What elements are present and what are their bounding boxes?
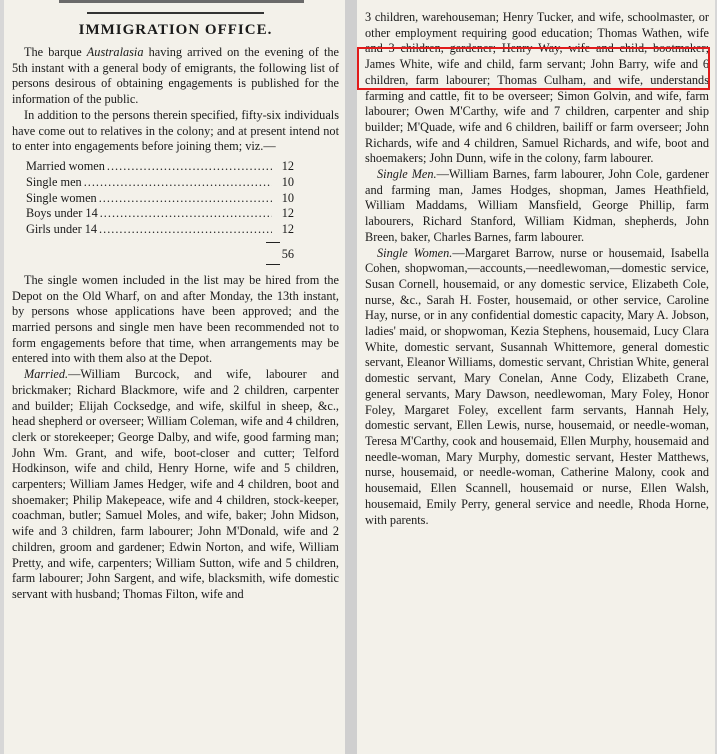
selection-highlight-box[interactable] xyxy=(357,47,710,90)
single-men-heading: Single Men. xyxy=(377,167,437,182)
count-row: Single women ..... 10 xyxy=(26,191,294,207)
right-column-clipping xyxy=(357,0,715,754)
single-women-list: Single Women.—Margaret Barrow, nurse or housemaid, Isabella Cohen, shopwoman,—accounts,—needlewoman,—domestic service, Susan Cornell, housemaid, or any domestic service, Elizabeth Cole, nurse, &c., Sarah H. Foster, housemaid, or other service, Caroline Hay, nurse, or in any confidential domestic capacity, Mary A. Jobson, ladies' maid, or shopwoman, Kezia Stephens, housemaid, Lucy Clara White, domestic servant, Susannah Whittemore, general domestic servant, Eleanor Williams, domestic servant, Christian White, general domestic servant, Mary Conelan, Anne Cody, Elizabeth Crane, general servants, Mary Dawson, needlewoman, Mary Foley, Honor Foley, Margaret Foley, excellent farm servants, Hannah Hely, domestic servant, Ellen Lewis, nurse, housemaid, or needle-woman, Teresa M'Carthy, cook and housemaid, Ellen Murphy, housemaid and needle-woman, Mary Murphy, domestic servant, Hester Matthews, nurse, housemaid, or needle-woman, Catherine Malony, cook and housemaid, Ellen Scannell, housemaid or nurse, Ellen Walsh, housemaid, Emily Perry, general service and needle, Rhoda Horne, with parents. xyxy=(365,245,709,527)
married-heading: Married. xyxy=(24,367,69,382)
single-men-list: Single Men.—William Barnes, farm labourer, John Cole, gardener and farming man, James Hodges, shopman, James Heathfield, William Maddams, William Mansfield, George Phillip, farm labourers, Richard Stanford, William Kidman, shepherds, John Breen, baker, Charles Barnes, farm labourer. xyxy=(365,167,709,244)
single-women-heading: Single Women. xyxy=(377,245,453,260)
intro-paragraph: The barque Australasia having arrived on the evening of the 5th instant with a general body of emigrants, the following list of persons desirous of obtaining engagements is published for the information of the public. xyxy=(12,45,339,107)
torn-top-edge xyxy=(59,0,304,3)
left-column-clipping xyxy=(4,0,345,754)
relatives-paragraph: In addition to the persons therein specified, fifty-six individuals have come out to relatives in the colony; and at present intend not to enter into engagements before joining them; viz.— xyxy=(12,107,339,154)
married-list: Married.—William Burcock, and wife, labourer and brickmaker; Richard Blackmore, wife and 2 children, carpenter and builder; Elijah Cocksedge, and wife, skilful in sheep, &c., head shepherd or overseer; William Coleman, wife and 4 children, clerk or storekeeper; George Dalby, and wife, good farming man; John Wm. Grant, and wife, boot-closer and cutter; Telford Hodkinson, wife and child, Henry Horne, wife and 5 children, carpenters; William James Hedger, wife and 4 children, boot and shoemaker; Philip Makepeace, wife and 4 children, stock-keeper, coachman, butler; Samuel Moles, and wife, baker; John Midson, wife and 3 children, farm labourer; John M'Donald, wife and 2 children, groom and gardener; Edwin Norton, and wife, William Pretty, and wife, carpenters; William Sutton, wife and 5 children, farm labourer; John Sargent, and wife, blacksmith, wife domestic servant with husband; Thomas Filton, wife and xyxy=(12,367,339,601)
counts-table xyxy=(26,159,294,238)
header-rule xyxy=(87,12,264,14)
hiring-paragraph: The single women included in the list may be hired from the Depot on the Old Wharf, on and after Monday, the 13th instant, by persons whose applications have been approved; and the married persons and single men have been recommended not to form engagements before that time, when arrangements may be entered into with them also at the Depot. xyxy=(12,272,339,366)
married-list-continued: 3 children, warehouseman; Henry Tucker, and wife, schoolmaster, or other employment requiring good education; Thomas Wathen, wife and 3 children, gardener; Henry Way, wife and child, bootmaker; James White, wife and child, farm servant; John Barry, wife and 6 children, farm labourer; Thomas Culham, and wife, understands farming and cattle, fit to be overseer; Simon Golvin, and wife, farm labourer; Owen M'Carthy, wife and 7 children, carpenter and ship builder; M'Quade, wife and 6 children, bailiff or farm overseer; John Richards, wife and 4 children, Samuel Richards, and wife, boot and shoemakers; John Dunn, wife in the colony, farm labourer. xyxy=(365,10,709,166)
count-row: Married women ..... 12 xyxy=(26,159,294,175)
total-rule-bottom xyxy=(266,264,280,265)
counts-total: 56 xyxy=(281,246,294,261)
count-row: Single men ..... 10 xyxy=(26,175,294,191)
total-rule xyxy=(266,242,280,243)
article-title: IMMIGRATION OFFICE. xyxy=(78,22,273,38)
count-row: Girls under 14 ..... 12 xyxy=(26,222,294,238)
column-gutter xyxy=(345,0,357,754)
count-row: Boys under 14 ..... 12 xyxy=(26,206,294,222)
left-column xyxy=(12,8,339,603)
